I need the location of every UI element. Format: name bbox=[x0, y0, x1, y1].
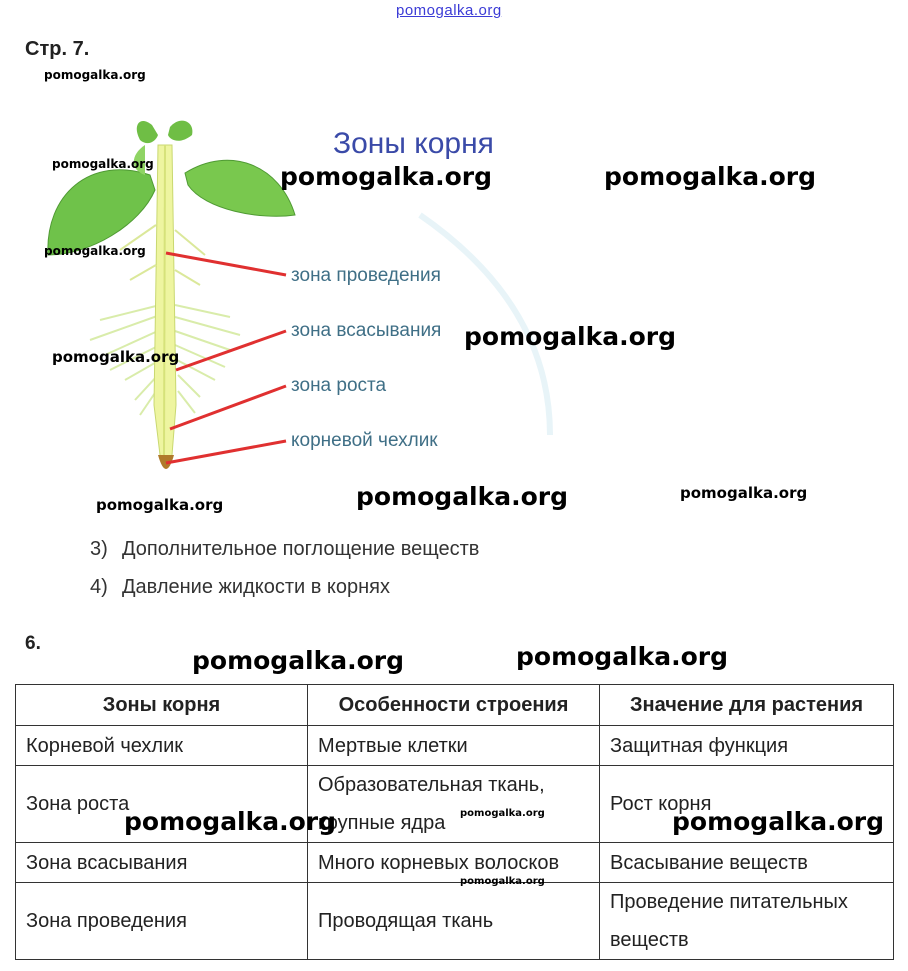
watermark: pomogalka.org bbox=[516, 642, 729, 671]
watermark: pomogalka.org bbox=[460, 808, 545, 819]
table-cell: Зона роста bbox=[16, 766, 308, 843]
list-item-text: Давление жидкости в корнях bbox=[122, 576, 391, 598]
list-item-number: 3) bbox=[90, 538, 108, 560]
watermark: pomogalka.org bbox=[192, 646, 405, 675]
watermark: pomogalka.org bbox=[604, 162, 817, 191]
table-cell: Всасывание веществ bbox=[600, 843, 894, 883]
table-header-row bbox=[16, 685, 894, 726]
watermark: pomogalka.org bbox=[680, 484, 808, 502]
list-item-number: 4) bbox=[90, 576, 108, 598]
watermark: pomogalka.org bbox=[124, 807, 337, 836]
watermark: pomogalka.org bbox=[356, 482, 569, 511]
watermark: pomogalka.org bbox=[672, 807, 885, 836]
table-row bbox=[16, 843, 894, 883]
top-watermark-link[interactable]: pomogalka.org bbox=[396, 2, 502, 19]
zone-label-root-cap: корневой чехлик bbox=[291, 430, 438, 451]
table-row bbox=[16, 883, 894, 960]
table-cell bbox=[600, 883, 894, 960]
cell-line: крупные ядра bbox=[318, 812, 446, 834]
list-item-text: Дополнительное поглощение веществ bbox=[122, 538, 480, 560]
section-number: 6. bbox=[25, 633, 41, 654]
zone-label-conduction: зона проведения bbox=[291, 265, 441, 286]
figure-title: Зоны корня bbox=[333, 127, 494, 160]
list-item bbox=[90, 576, 390, 599]
column-header: Значение для растения bbox=[600, 685, 894, 726]
table-cell: Защитная функция bbox=[600, 726, 894, 766]
watermark: pomogalka.org bbox=[44, 244, 146, 258]
cell-line: Образовательная ткань, bbox=[318, 774, 545, 796]
watermark: pomogalka.org bbox=[52, 157, 154, 171]
list-item bbox=[90, 538, 479, 561]
cell-line: веществ bbox=[610, 929, 689, 951]
cell-line: Проведение питательных bbox=[610, 891, 848, 913]
watermark: pomogalka.org bbox=[96, 496, 224, 514]
table-row bbox=[16, 726, 894, 766]
watermark: pomogalka.org bbox=[280, 162, 493, 191]
table-cell: Мертвые клетки bbox=[308, 726, 600, 766]
table-cell: Корневой чехлик bbox=[16, 726, 308, 766]
watermark: pomogalka.org bbox=[44, 68, 146, 82]
table-cell: Зона всасывания bbox=[16, 843, 308, 883]
zone-label-growth: зона роста bbox=[291, 375, 387, 396]
watermark: pomogalka.org bbox=[460, 876, 545, 887]
zone-label-absorption: зона всасывания bbox=[291, 320, 442, 341]
page-label: Стр. 7. bbox=[25, 38, 90, 60]
watermark: pomogalka.org bbox=[464, 322, 677, 351]
table-cell: Проводящая ткань bbox=[308, 883, 600, 960]
table-cell bbox=[308, 766, 600, 843]
table-cell: Рост корня bbox=[600, 766, 894, 843]
watermark: pomogalka.org bbox=[52, 348, 180, 366]
table-cell: Много корневых волосков bbox=[308, 843, 600, 883]
column-header: Зоны корня bbox=[16, 685, 308, 726]
column-header: Особенности строения bbox=[308, 685, 600, 726]
table-cell: Зона проведения bbox=[16, 883, 308, 960]
